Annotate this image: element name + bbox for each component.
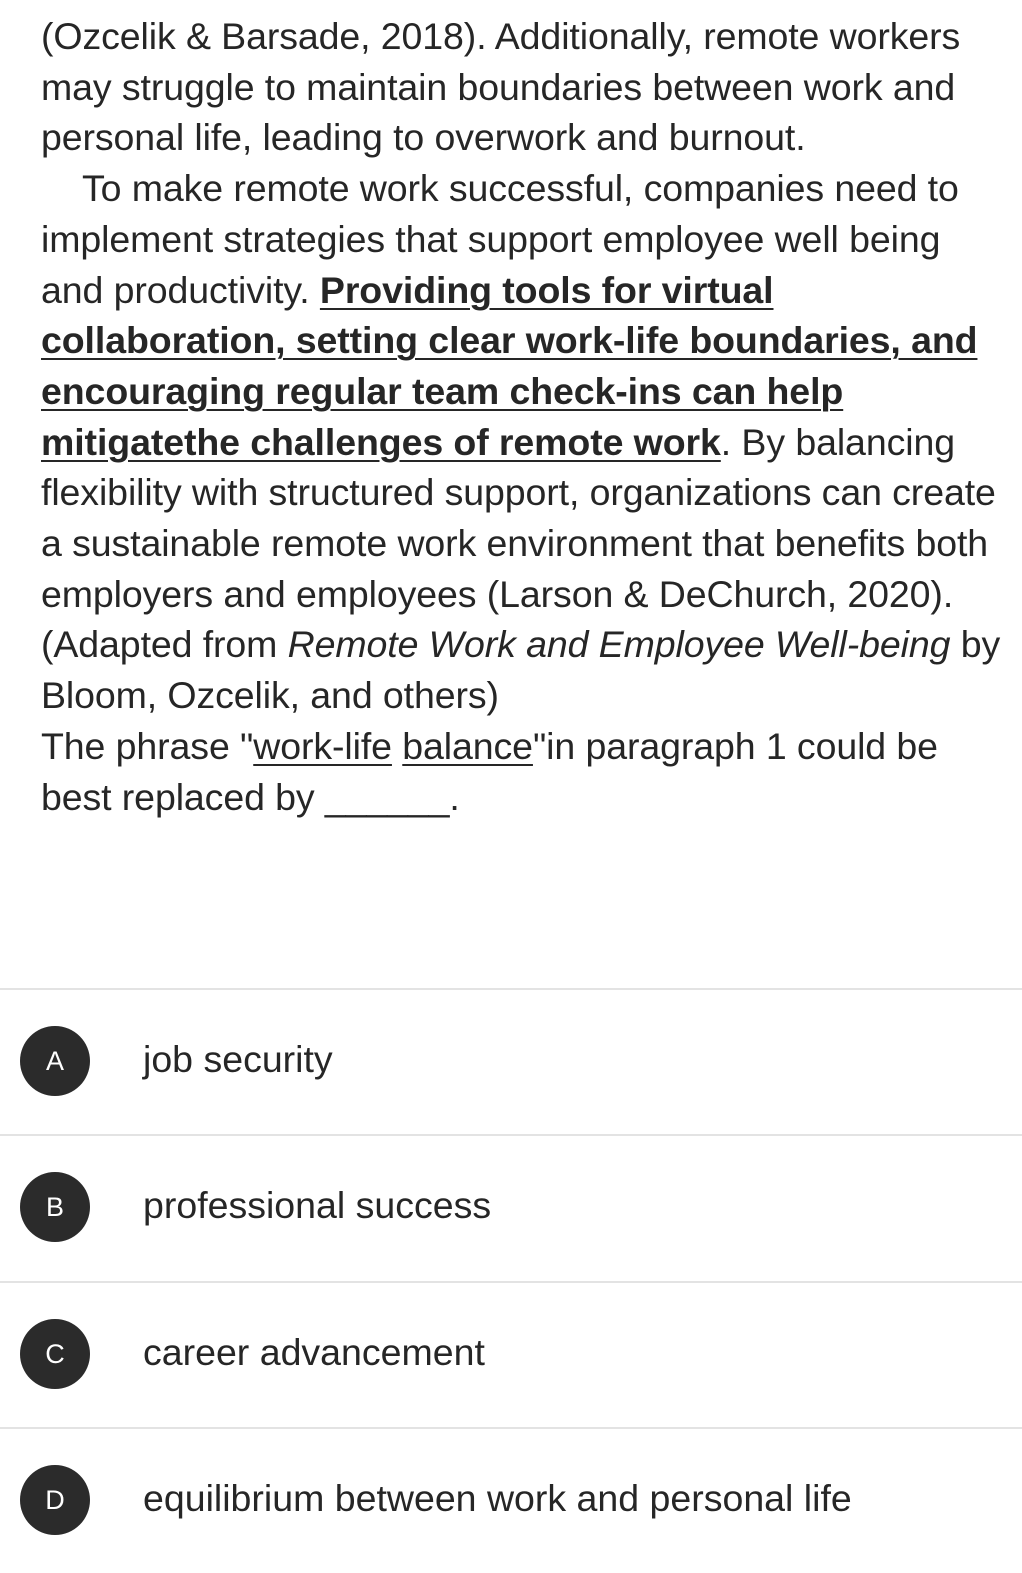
option-d[interactable]: [0, 1429, 1022, 1573]
question-phrase-part1: work-life: [253, 724, 392, 767]
option-b-badge: B: [20, 1172, 90, 1242]
question-text: [41, 721, 1001, 822]
highlighted-sentence: Providing tools for virtual collaboration, setting clear work-life boundaries, and encouraging regular team check-ins can help mitigatethe challenges of remote work: [41, 268, 978, 463]
option-a-text: job security: [143, 1038, 333, 1080]
question-suffix: "in paragraph 1 could be best replaced by ______.: [41, 724, 938, 818]
option-a[interactable]: [0, 990, 1022, 1134]
paragraph-2: [41, 163, 1001, 619]
option-b[interactable]: [0, 1136, 1022, 1280]
option-a-badge: A: [20, 1026, 90, 1096]
question-prefix: The phrase ": [41, 724, 254, 767]
option-c[interactable]: [0, 1283, 1022, 1427]
source-title: Remote Work and Employee Well-being: [287, 623, 951, 666]
question-phrase-part2: balance: [402, 724, 533, 767]
option-c-text: career advancement: [143, 1331, 485, 1373]
question-phrase-space: [392, 725, 402, 767]
option-d-text: equilibrium between work and personal life: [143, 1477, 852, 1519]
reading-passage: [41, 11, 1001, 822]
option-c-badge: C: [20, 1319, 90, 1389]
option-b-text: professional success: [143, 1184, 492, 1226]
option-d-badge: D: [20, 1465, 90, 1535]
paragraph-1-tail: (Ozcelik & Barsade, 2018). Additionally, remote workers may struggle to maintain boundaries between work and personal life, leading to overwork and burnout.: [41, 15, 961, 159]
source-suffix: by Bloom, Ozcelik, and others): [41, 623, 1001, 717]
paragraph-2-text: To make remote work successful, companies need to implement strategies that support employee well being and productivity.: [41, 167, 959, 311]
source-prefix: (Adapted from: [41, 623, 288, 666]
paragraph-2-end: . By balancing flexibility with structured support, organizations can create a sustainable remote work environment that benefits both employers and employees (Larson & DeChurch, 2020).: [41, 420, 996, 615]
source-citation: [41, 619, 1001, 720]
